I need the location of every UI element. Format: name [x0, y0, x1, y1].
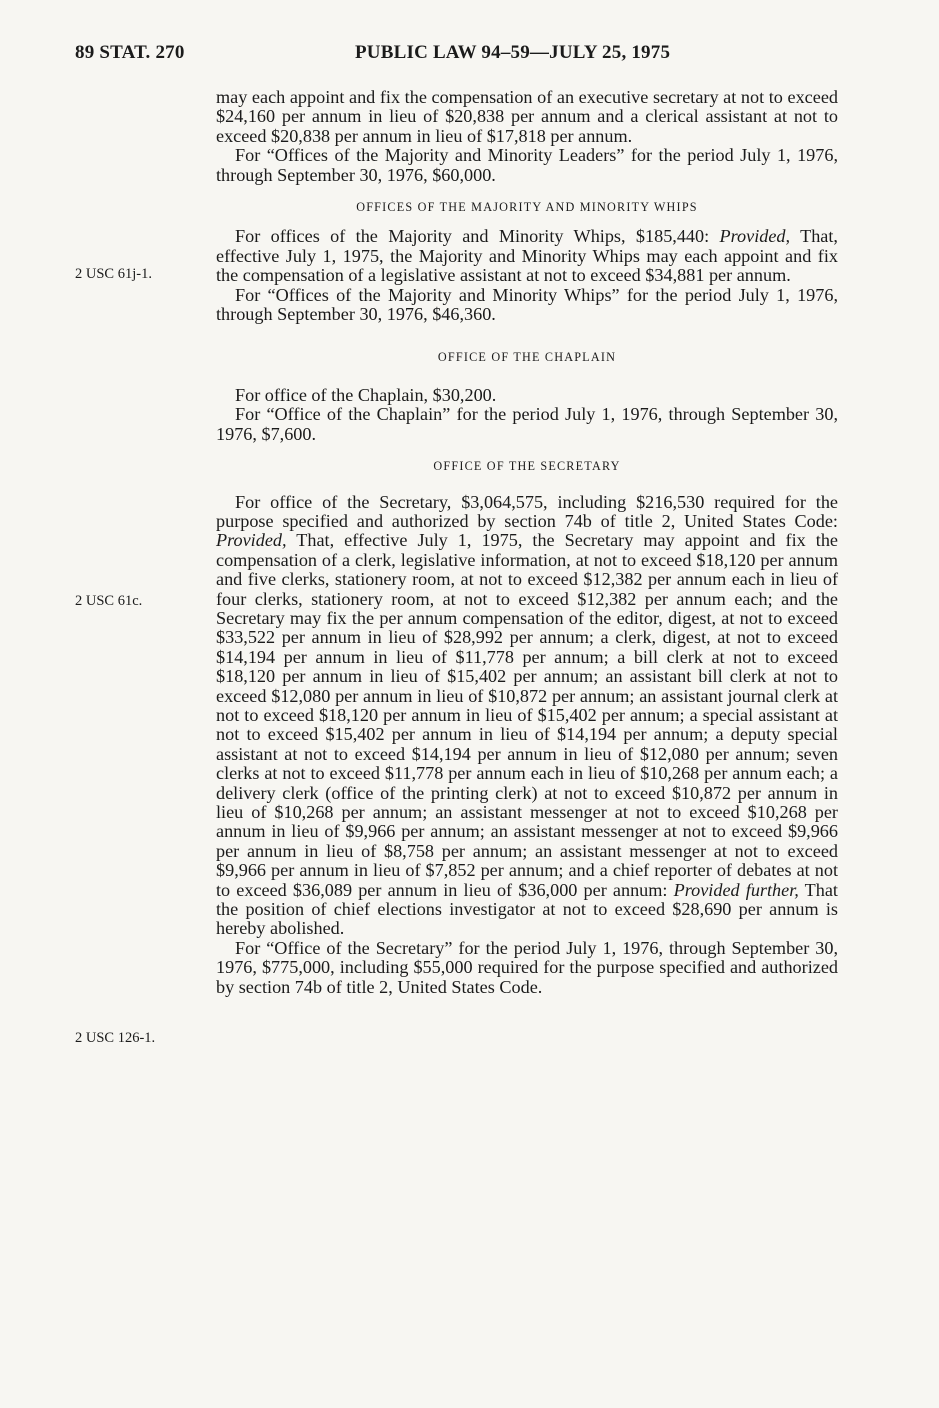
paragraph: For “Offices of the Majority and Minority Leaders” for the period July 1, 1976, through September 30, 1976, $60,000. [216, 145, 838, 185]
paragraph-text: For offices of the Majority and Minority Whips, $185,440: [235, 226, 720, 247]
margin-note-126-1: 2 USC 126-1. [75, 1030, 156, 1046]
italic-term: Provided, [216, 530, 287, 551]
margin-note-61c: 2 USC 61c. [75, 593, 143, 609]
margin-note-61j-1: 2 USC 61j-1. [75, 266, 152, 282]
section-heading-whips: OFFICES OF THE MAJORITY AND MINORITY WHIPS [356, 200, 698, 215]
section-heading-secretary: OFFICE OF THE SECRETARY [433, 459, 621, 474]
paragraph [216, 227, 838, 285]
body-text [216, 88, 838, 997]
paragraph: For “Office of the Chaplain” for the period July 1, 1976, through September 30, 1976, $7,600. [216, 404, 838, 444]
statute-page-number: 89 STAT. 270 [75, 42, 185, 63]
page-title: PUBLIC LAW 94–59—JULY 25, 1975 [355, 42, 671, 63]
section-heading-chaplain: OFFICE OF THE CHAPLAIN [437, 350, 617, 365]
paragraph: For office of the Chaplain, $30,200. [235, 384, 497, 405]
paragraph: may each appoint and fix the compensation of an executive secretary at not to exceed $24,160 per annum in lieu of $20,838 per annum and a clerical assistant at not to exceed $20,838 per annum in lieu of $17,818 per annum. [216, 87, 838, 146]
paragraph-text: That, effective July 1, 1975, the Majority and Minority Whips may each appoint and fix the compensation of a legislative assistant at not to exceed $34,881 per annum. [216, 226, 838, 286]
italic-term: Provided further, [673, 879, 799, 900]
paragraph-text: That, effective July 1, 1975, the Secretary may appoint and fix the compensation of a clerk, legislative information, at not to exceed $18,120 per annum and five clerks, stationery room, at not to exceed $12,382 per annum each in lieu of four clerks, stationery room, at not to exceed $12,382 per annum each; and the Secretary may fix the per annum compensation of the editor, digest, at not to exceed $33,522 per annum in lieu of $28,992 per annum; a clerk, digest, at not to exceed $14,194 per annum in lieu of $11,778 per annum; a bill clerk at not to exceed $18,120 per annum in lieu of $15,402 per annum; an assistant bill clerk at not to exceed $12,080 per annum in lieu of $10,872 per annum; an assistant journal clerk at not to exceed $18,120 per annum in lieu of $15,402 per annum; a special assistant at not to exceed $15,402 per annum in lieu of $14,194 per annum; a deputy special assistant at not to exceed $14,194 per annum in lieu of $12,080 per annum; seven clerks at not to exceed $11,778 per annum each in lieu of $10,268 per annum each; a delivery clerk (office of the printing clerk) at not to exceed $10,872 per annum in lieu of $10,268 per annum; an assistant messenger at not to exceed $10,268 per annum in lieu of $9,966 per annum; an assistant messenger at not to exceed $9,966 per annum in lieu of $8,758 per annum; an assistant messenger at not to exceed $9,966 per annum in lieu of $7,852 per annum; and a chief reporter of debates at not to exceed $36,089 per annum in lieu of $36,000 per annum: [216, 530, 838, 900]
paragraph [216, 493, 838, 939]
paragraph-text: For office of the Secretary, $3,064,575, including $216,530 required for the purpose specified and authorized by section 74b of title 2, United States Code: [216, 491, 838, 531]
paragraph-text: That the position of chief elections investigator at not to exceed $28,690 per annum is hereby abolished. [216, 879, 838, 939]
paragraph: For “Office of the Secretary” for the period July 1, 1976, through September 30, 1976, $775,000, including $55,000 required for the purpose specified and authorized by section 74b of title 2, United States Code. [216, 937, 838, 997]
paragraph: For “Offices of the Majority and Minority Whips” for the period July 1, 1976, through September 30, 1976, $46,360. [216, 284, 838, 325]
italic-term: Provided, [719, 226, 791, 247]
